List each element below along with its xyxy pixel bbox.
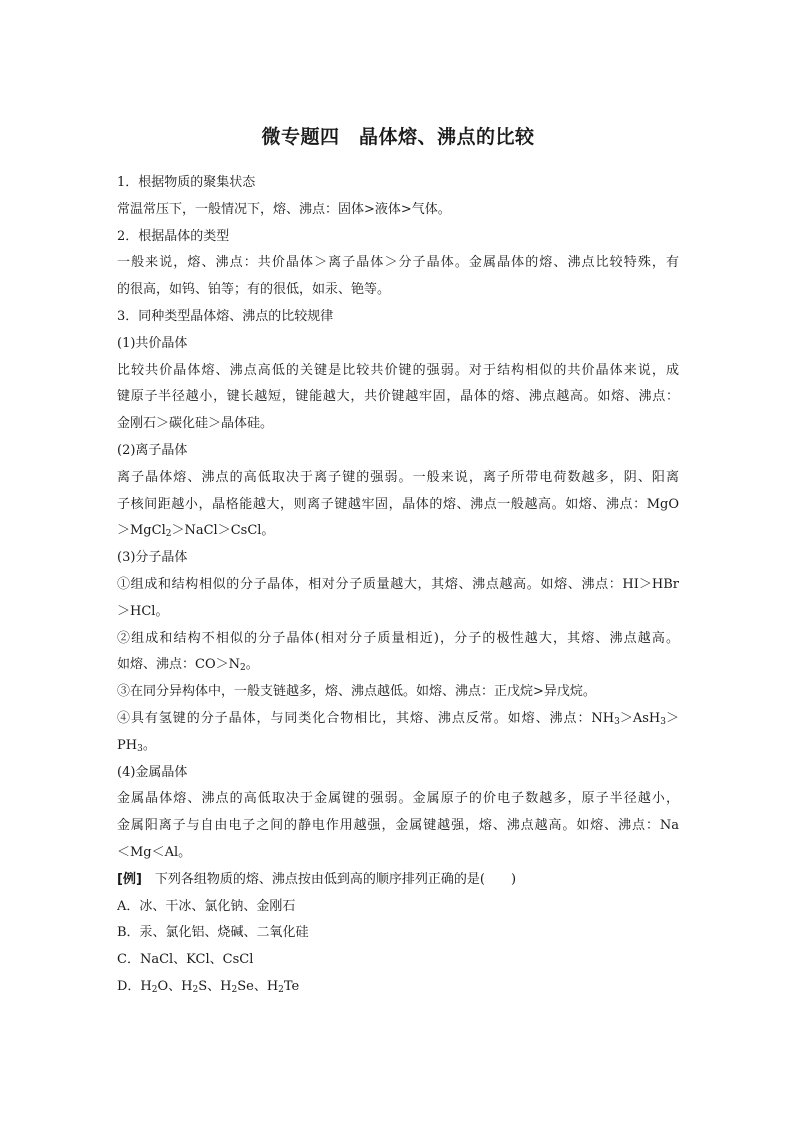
formula-text: ＞NaCl＞CsCl。 [171,523,275,539]
option-d [117,974,679,1001]
subsection-heading: (1)共价晶体 [117,335,188,351]
formula-text: ＞AsH [619,710,661,726]
example-label: [例] [117,871,142,887]
subscript: 2 [165,529,172,540]
formula-text: ＞MgCl [117,523,166,539]
subscript: 2 [151,984,158,995]
paragraph-line: 一般来说，熔、沸点：共价晶体＞离子晶体＞分子晶体。金属晶体的熔、沸点比较特殊，有 [117,255,679,271]
paragraph-line [117,518,679,545]
paragraph-line [117,733,679,760]
option-b: B．汞、氯化铝、烧碱、二氧化硅 [117,925,309,941]
option-c: C．NaCl、KCl、CsCl [117,952,254,968]
section-heading: 1．根据物质的聚集状态 [117,175,256,190]
formula-text: PH [117,737,138,753]
paragraph-line: 金属晶体熔、沸点的高低取决于金属键的强弱。金属原子的价电子数越多，原子半径越小， [117,791,679,807]
paragraph-line: ①组成和结构相似的分子晶体，相对分子质量越大，其熔、沸点越高。如熔、沸点：HI＞HBr [117,576,679,592]
section-heading: 3．同种类型晶体熔、沸点的比较规律 [117,308,334,324]
subsection-heading: (3)分子晶体 [117,550,188,566]
paragraph-line: 金属阳离子与自由电子之间的静电作用越强，金属键越强，熔、沸点越高。如熔、沸点：Na [117,818,679,834]
question-text: 下列各组物质的熔、沸点按由低到高的顺序排列正确的是( ) [141,871,517,887]
paragraph-line: ＞HCl。 [117,603,169,619]
paragraph-line: 常温常压下，一般情况下，熔、沸点：固体>液体>气体。 [117,201,451,217]
subscript: 2 [239,663,246,674]
document-body [117,170,679,1001]
subscript: 2 [192,984,199,995]
option-text: Te [283,978,300,994]
paragraph-line: 金刚石＞碳化硅＞晶体硅。 [117,416,274,432]
subscript: 3 [660,716,666,727]
paragraph-line: 的很高，如钨、铂等；有的很低，如汞、铯等。 [117,282,391,298]
formula-text: 如熔、沸点：CO＞N [117,657,240,673]
formula-text: ④具有氢键的分子晶体，与同类化合物相比，其熔、沸点反常。如熔、沸点：NH [117,710,615,726]
formula-text: ＞ [665,710,679,726]
paragraph-line: ②组成和结构不相似的分子晶体(相对分子质量相近)，分子的极性越大，其熔、沸点越高。 [117,630,679,646]
option-text: O、H [157,978,193,994]
subscript: 3 [614,716,620,727]
option-a: A．冰、干冰、氯化钠、金刚石 [117,898,296,914]
formula-text: 。 [245,657,259,673]
option-text: S、H [198,978,232,994]
paragraph-line: ＜Mg＜Al。 [117,844,192,860]
paragraph-line: 离子晶体熔、沸点的高低取决于离子键的强弱。一般来说，离子所带电荷数越多，阴、阳离 [117,469,679,485]
section-heading: 2．根据晶体的类型 [117,228,230,244]
example-question [117,867,679,894]
subscript: 3 [137,743,143,754]
option-text: D．H [117,978,152,994]
paragraph-line [117,652,679,679]
subsection-heading: (4)金属晶体 [117,764,188,780]
paragraph-line: 比较共价晶体熔、沸点高低的关键是比较共价键的强弱。对于结构相似的共价晶体来说，成 [117,362,679,378]
option-text: Se、H [237,978,279,994]
page-title: 微专题四 晶体熔、沸点的比较 [261,126,535,148]
subsection-heading: (2)离子晶体 [117,442,188,458]
paragraph-line: 键原子半径越小，键长越短，键能越大，共价键越牢固，晶体的熔、沸点越高。如熔、沸点： [117,389,679,405]
paragraph-line [117,706,679,733]
formula-text: 。 [142,737,156,753]
subscript: 2 [278,984,284,995]
paragraph-line: 子核间距越小，晶格能越大，则离子键越牢固，晶体的熔、沸点一般越高。如熔、沸点：MgO [117,496,679,512]
paragraph-line: ③在同分异构体中，一般支链越多，熔、沸点越低。如熔、沸点：正戊烷>异戊烷。 [117,684,596,700]
subscript: 2 [231,984,238,995]
